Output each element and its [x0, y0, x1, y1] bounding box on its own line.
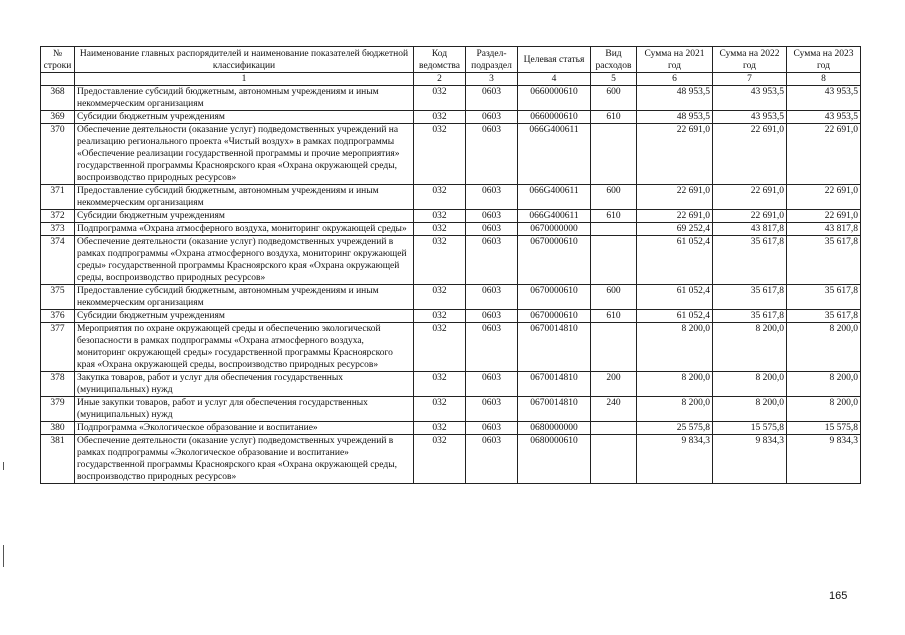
- row-number: 374: [41, 236, 75, 285]
- row-sum-2021: 22 691,0: [637, 185, 713, 210]
- row-name: Субсидии бюджетным учреждениям: [75, 310, 414, 323]
- document-page: [40, 46, 860, 484]
- row-dept-code: 032: [414, 310, 466, 323]
- row-target-item: 0670000610: [518, 310, 591, 323]
- row-target-item: 0670000610: [518, 285, 591, 310]
- row-sum-2023: 35 617,8: [787, 310, 861, 323]
- row-sum-2022: 15 575,8: [713, 422, 787, 435]
- row-number: 370: [41, 124, 75, 185]
- row-sum-2023: 15 575,8: [787, 422, 861, 435]
- row-name: Подпрограмма «Охрана атмосферного воздуха, мониторинг окружающей среды»: [75, 223, 414, 236]
- column-index-6: 6: [637, 73, 713, 86]
- column-index-blank: [41, 73, 75, 86]
- table-row: [41, 310, 861, 323]
- row-sum-2023: 8 200,0: [787, 323, 861, 372]
- row-number: 368: [41, 86, 75, 111]
- row-sum-2022: 22 691,0: [713, 124, 787, 185]
- row-sum-2023: 22 691,0: [787, 210, 861, 223]
- row-name: Подпрограмма «Экологическое образование и воспитание»: [75, 422, 414, 435]
- row-expense-type: [591, 422, 637, 435]
- page-number: 165: [829, 590, 848, 602]
- row-sum-2021: 8 200,0: [637, 372, 713, 397]
- row-dept-code: 032: [414, 323, 466, 372]
- row-name: Обеспечение деятельности (оказание услуг) подведомственных учреждений в рамках подпрограммы «Охрана атмосферного воздуха, мониторинг окружающей среды» государственной программы Красноярского края «Охрана окружающей среды, воспроизводство природных ресурсов»: [75, 236, 414, 285]
- row-number: 379: [41, 397, 75, 422]
- row-sum-2022: 43 817,8: [713, 223, 787, 236]
- row-target-item: 0670000610: [518, 236, 591, 285]
- row-sum-2023: 43 953,5: [787, 111, 861, 124]
- row-sum-2022: 22 691,0: [713, 210, 787, 223]
- row-expense-type: [591, 236, 637, 285]
- row-target-item: 0660000610: [518, 86, 591, 111]
- row-number: 369: [41, 111, 75, 124]
- row-sum-2023: 22 691,0: [787, 185, 861, 210]
- row-expense-type: 600: [591, 185, 637, 210]
- row-dept-code: 032: [414, 236, 466, 285]
- row-dept-code: 032: [414, 435, 466, 484]
- row-sum-2022: 43 953,5: [713, 86, 787, 111]
- row-sum-2022: 9 834,3: [713, 435, 787, 484]
- row-sum-2021: 48 953,5: [637, 86, 713, 111]
- row-name: Предоставление субсидий бюджетным, автономным учреждениям и иным некоммерческим организациям: [75, 185, 414, 210]
- row-target-item: 0680000000: [518, 422, 591, 435]
- table-row: [41, 422, 861, 435]
- row-number: 375: [41, 285, 75, 310]
- scan-mark: [3, 545, 4, 567]
- row-name: Закупка товаров, работ и услуг для обеспечения государственных (муниципальных) нужд: [75, 372, 414, 397]
- row-section: 0603: [466, 236, 518, 285]
- row-name: Иные закупки товаров, работ и услуг для обеспечения государственных (муниципальных) нужд: [75, 397, 414, 422]
- row-name: Предоставление субсидий бюджетным, автономным учреждениям и иным некоммерческим организациям: [75, 86, 414, 111]
- row-number: 381: [41, 435, 75, 484]
- row-name: Обеспечение деятельности (оказание услуг) подведомственных учреждений в рамках подпрограммы «Экологическое образование и воспитание» государственной программы Красноярского края «Охрана окружающей среды, воспроизводство природных ресурсов»: [75, 435, 414, 484]
- row-section: 0603: [466, 435, 518, 484]
- table-row: [41, 236, 861, 285]
- row-sum-2023: 9 834,3: [787, 435, 861, 484]
- row-sum-2023: 22 691,0: [787, 124, 861, 185]
- table-row: [41, 372, 861, 397]
- row-section: 0603: [466, 285, 518, 310]
- row-sum-2023: 35 617,8: [787, 236, 861, 285]
- header-name: Наименование главных распорядителей и наименование показателей бюджетной классификации: [75, 47, 414, 73]
- row-sum-2022: 8 200,0: [713, 323, 787, 372]
- row-sum-2023: 35 617,8: [787, 285, 861, 310]
- row-name: Обеспечение деятельности (оказание услуг) подведомственных учреждений на реализацию регионального проекта «Чистый воздух» в рамках подпрограммы «Обеспечение реализации государственной программы и прочие мероприятия» государственной программы Красноярского края «Охрана окружающей среды, воспроизводство природных ресурсов»: [75, 124, 414, 185]
- row-section: 0603: [466, 86, 518, 111]
- column-index-row: [41, 73, 861, 86]
- row-dept-code: 032: [414, 86, 466, 111]
- row-number: 372: [41, 210, 75, 223]
- column-index-8: 8: [787, 73, 861, 86]
- table-row: [41, 111, 861, 124]
- row-expense-type: [591, 223, 637, 236]
- row-section: 0603: [466, 310, 518, 323]
- row-target-item: 0670014810: [518, 323, 591, 372]
- row-section: 0603: [466, 124, 518, 185]
- row-section: 0603: [466, 185, 518, 210]
- table-row: [41, 210, 861, 223]
- row-sum-2021: 61 052,4: [637, 310, 713, 323]
- column-index-1: 1: [75, 73, 414, 86]
- row-sum-2021: 9 834,3: [637, 435, 713, 484]
- row-expense-type: 600: [591, 285, 637, 310]
- row-sum-2022: 43 953,5: [713, 111, 787, 124]
- table-row: [41, 397, 861, 422]
- budget-table: [40, 46, 861, 484]
- row-sum-2022: 22 691,0: [713, 185, 787, 210]
- row-expense-type: 610: [591, 210, 637, 223]
- row-number: 378: [41, 372, 75, 397]
- table-row: [41, 185, 861, 210]
- column-index-4: 4: [518, 73, 591, 86]
- scan-mark: [3, 462, 4, 470]
- header-row: [41, 47, 861, 73]
- row-sum-2021: 48 953,5: [637, 111, 713, 124]
- row-expense-type: [591, 435, 637, 484]
- row-sum-2021: 25 575,8: [637, 422, 713, 435]
- row-sum-2021: 8 200,0: [637, 397, 713, 422]
- row-dept-code: 032: [414, 397, 466, 422]
- row-target-item: 066G400611: [518, 124, 591, 185]
- row-sum-2023: 8 200,0: [787, 372, 861, 397]
- row-expense-type: 610: [591, 310, 637, 323]
- header-expense-type: Вид расходов: [591, 47, 637, 73]
- column-index-2: 2: [414, 73, 466, 86]
- row-name: Мероприятия по охране окружающей среды и обеспечению экологической безопасности в рамках подпрограммы «Охрана атмосферного воздуха, мониторинг окружающей среды» государственной программы Красноярского края «Охрана окружающей среды, воспроизводство природных ресурсов»: [75, 323, 414, 372]
- column-index-7: 7: [713, 73, 787, 86]
- row-sum-2021: 69 252,4: [637, 223, 713, 236]
- column-index-5: 5: [591, 73, 637, 86]
- row-target-item: 0680000610: [518, 435, 591, 484]
- row-dept-code: 032: [414, 285, 466, 310]
- header-sum-2023: Сумма на 2023 год: [787, 47, 861, 73]
- row-name: Субсидии бюджетным учреждениям: [75, 210, 414, 223]
- row-section: 0603: [466, 223, 518, 236]
- row-dept-code: 032: [414, 124, 466, 185]
- row-target-item: 0660000610: [518, 111, 591, 124]
- row-expense-type: [591, 323, 637, 372]
- row-sum-2021: 61 052,4: [637, 236, 713, 285]
- table-row: [41, 323, 861, 372]
- row-expense-type: [591, 124, 637, 185]
- row-sum-2022: 8 200,0: [713, 397, 787, 422]
- row-section: 0603: [466, 323, 518, 372]
- row-sum-2021: 8 200,0: [637, 323, 713, 372]
- row-sum-2023: 8 200,0: [787, 397, 861, 422]
- row-number: 380: [41, 422, 75, 435]
- row-expense-type: 200: [591, 372, 637, 397]
- header-target-item: Целевая статья: [518, 47, 591, 73]
- row-target-item: 0670014810: [518, 397, 591, 422]
- row-expense-type: 240: [591, 397, 637, 422]
- row-name: Субсидии бюджетным учреждениям: [75, 111, 414, 124]
- row-sum-2021: 61 052,4: [637, 285, 713, 310]
- row-section: 0603: [466, 210, 518, 223]
- row-target-item: 066G400611: [518, 210, 591, 223]
- row-sum-2021: 22 691,0: [637, 210, 713, 223]
- row-section: 0603: [466, 111, 518, 124]
- row-target-item: 0670014810: [518, 372, 591, 397]
- row-dept-code: 032: [414, 223, 466, 236]
- row-sum-2023: 43 953,5: [787, 86, 861, 111]
- row-dept-code: 032: [414, 372, 466, 397]
- row-target-item: 0670000000: [518, 223, 591, 236]
- row-sum-2022: 35 617,8: [713, 285, 787, 310]
- row-number: 371: [41, 185, 75, 210]
- row-section: 0603: [466, 372, 518, 397]
- row-name: Предоставление субсидий бюджетным, автономным учреждениям и иным некоммерческим организациям: [75, 285, 414, 310]
- header-row-number: № строки: [41, 47, 75, 73]
- row-target-item: 066G400611: [518, 185, 591, 210]
- table-row: [41, 223, 861, 236]
- row-dept-code: 032: [414, 185, 466, 210]
- row-sum-2022: 35 617,8: [713, 236, 787, 285]
- row-sum-2023: 43 817,8: [787, 223, 861, 236]
- header-sum-2021: Сумма на 2021 год: [637, 47, 713, 73]
- row-sum-2022: 8 200,0: [713, 372, 787, 397]
- row-section: 0603: [466, 422, 518, 435]
- header-sum-2022: Сумма на 2022 год: [713, 47, 787, 73]
- row-dept-code: 032: [414, 111, 466, 124]
- row-expense-type: 600: [591, 86, 637, 111]
- row-sum-2021: 22 691,0: [637, 124, 713, 185]
- table-row: [41, 86, 861, 111]
- table-body: [41, 86, 861, 484]
- row-dept-code: 032: [414, 422, 466, 435]
- table-row: [41, 124, 861, 185]
- header-dept-code: Код ведомства: [414, 47, 466, 73]
- row-expense-type: 610: [591, 111, 637, 124]
- row-number: 373: [41, 223, 75, 236]
- row-section: 0603: [466, 397, 518, 422]
- row-sum-2022: 35 617,8: [713, 310, 787, 323]
- row-dept-code: 032: [414, 210, 466, 223]
- table-row: [41, 435, 861, 484]
- table-row: [41, 285, 861, 310]
- row-number: 376: [41, 310, 75, 323]
- header-section: Раздел-подраздел: [466, 47, 518, 73]
- row-number: 377: [41, 323, 75, 372]
- column-index-3: 3: [466, 73, 518, 86]
